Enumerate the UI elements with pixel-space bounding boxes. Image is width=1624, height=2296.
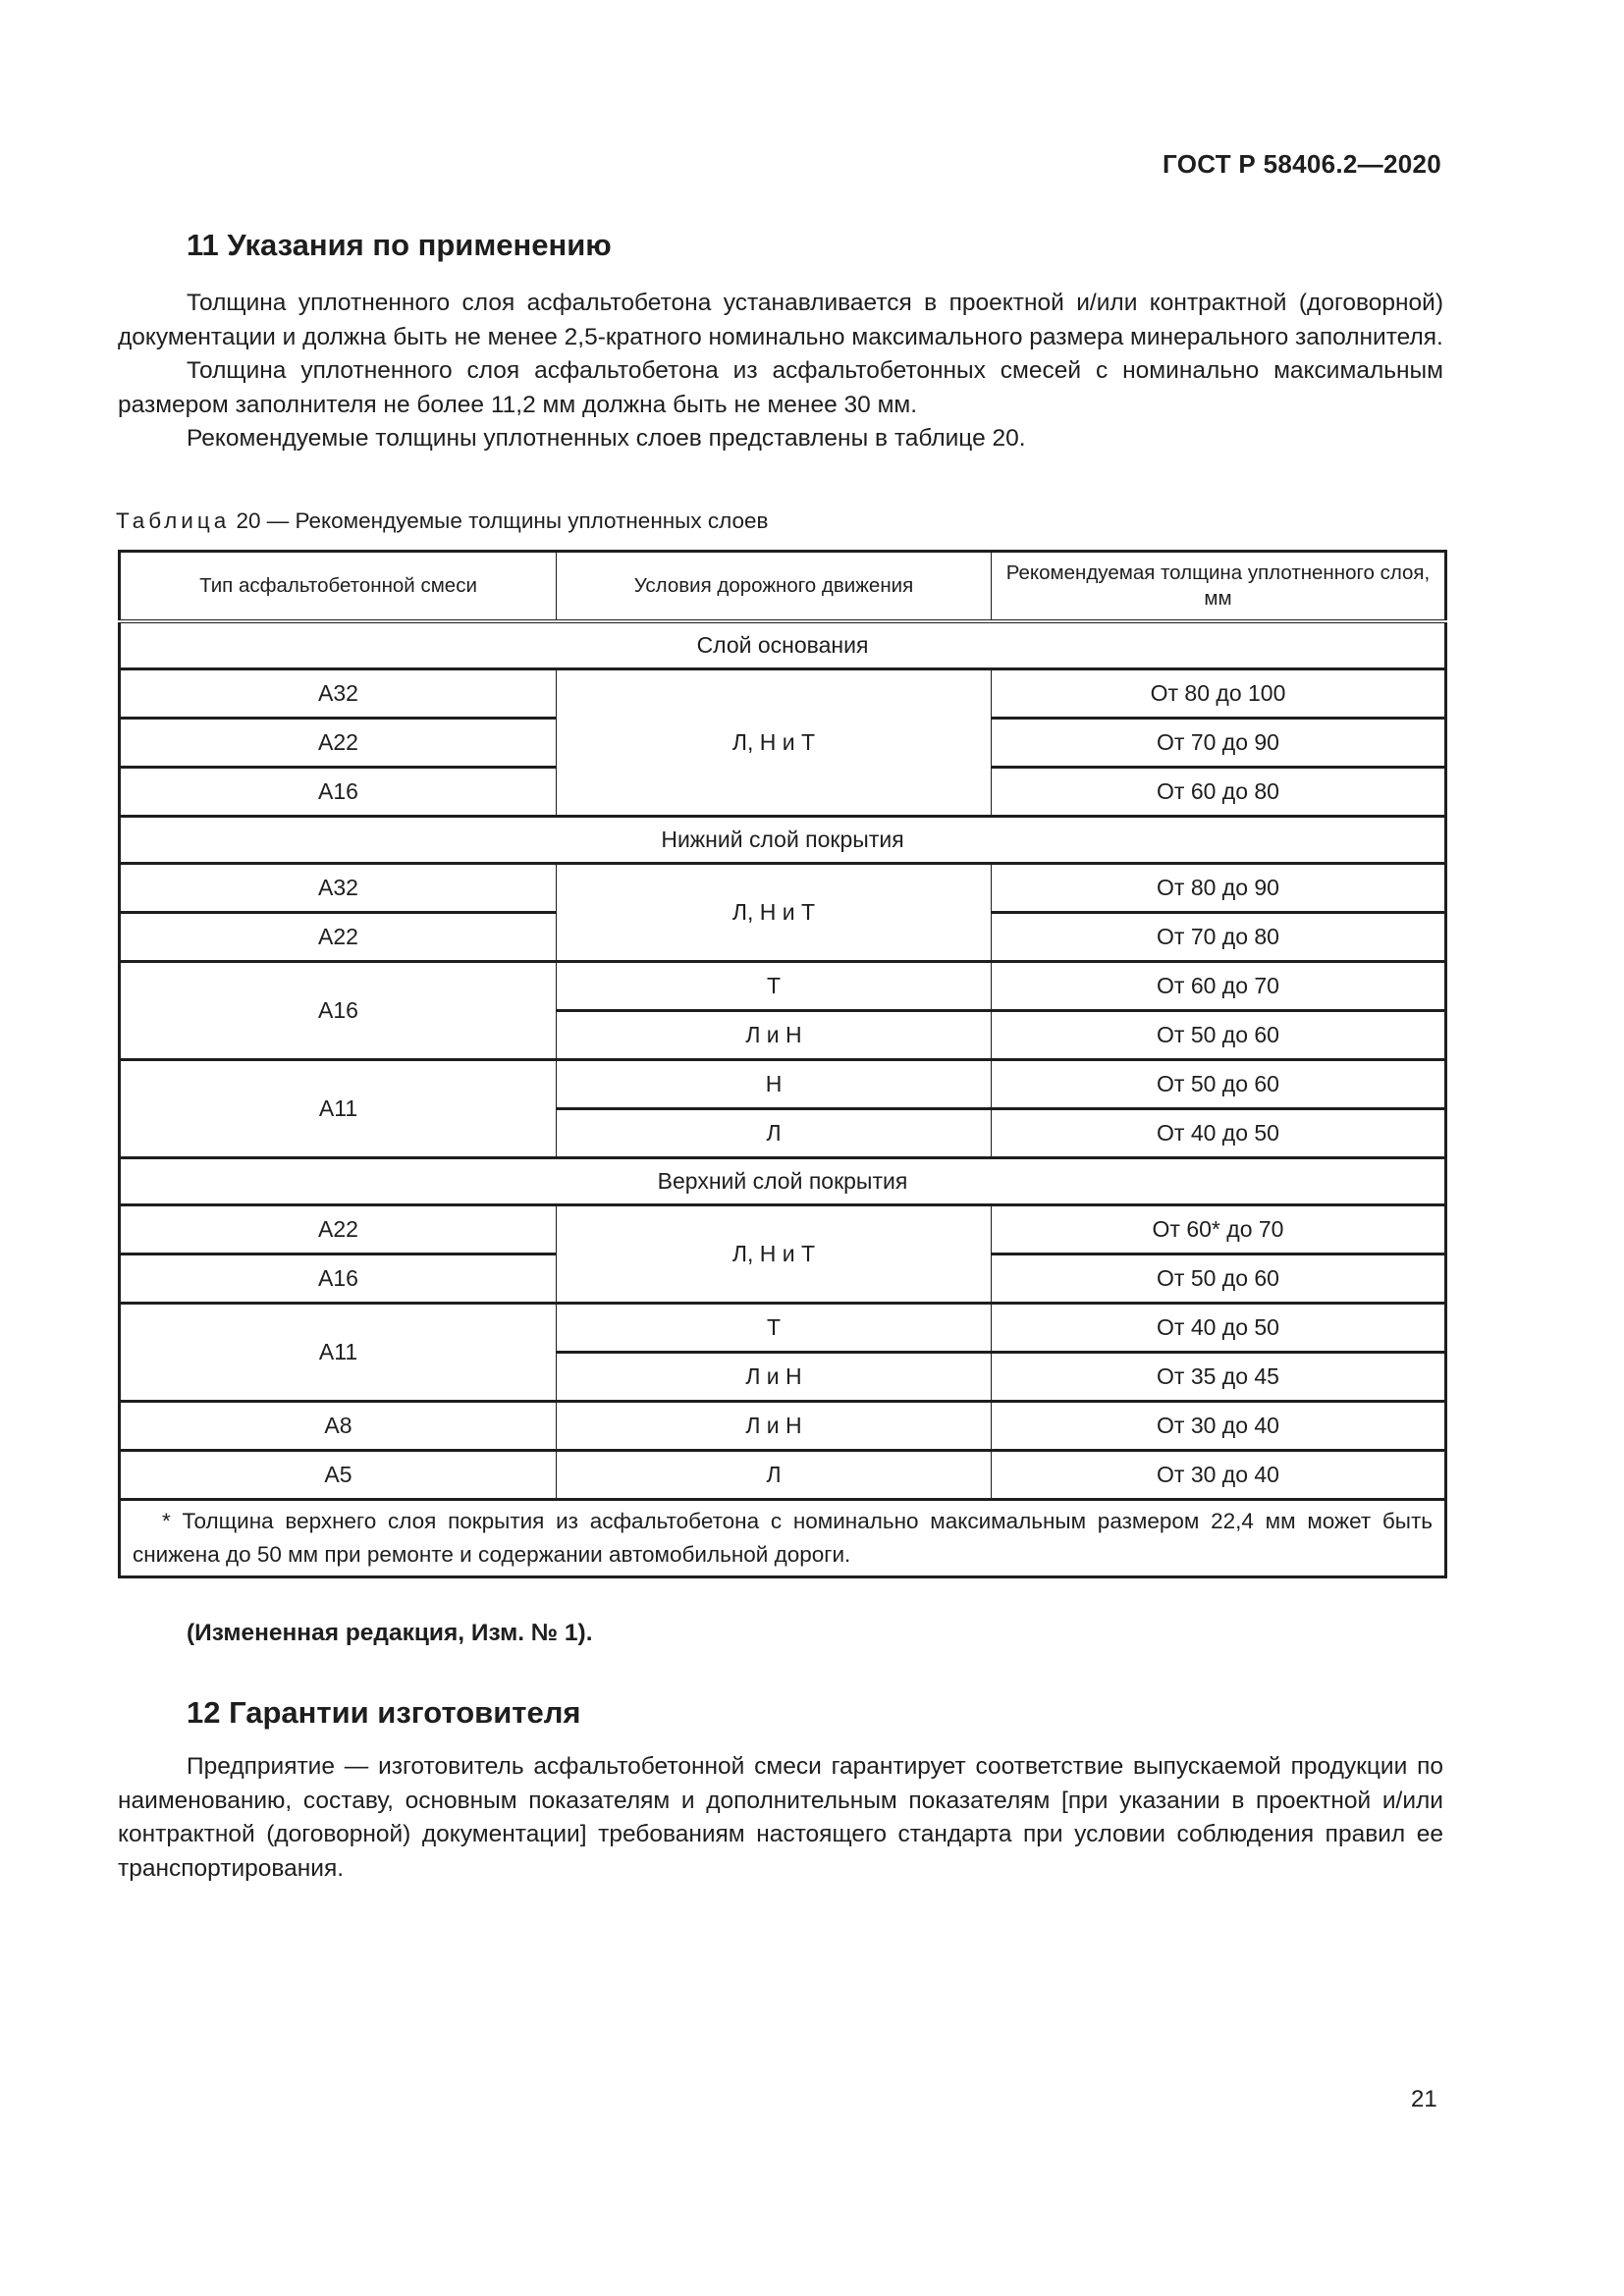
group-row bbox=[120, 1158, 1446, 1205]
table-row bbox=[120, 864, 1446, 913]
mix-type: А16 bbox=[120, 1255, 557, 1304]
thickness: От 70 до 80 bbox=[992, 913, 1446, 962]
thickness: От 50 до 60 bbox=[992, 1011, 1446, 1060]
traffic-conditions: Н bbox=[557, 1060, 992, 1109]
thickness: От 40 до 50 bbox=[992, 1304, 1446, 1353]
section-11-heading: 11 Указания по применению bbox=[187, 228, 612, 262]
amendment-note: (Измененная редакция, Изм. № 1). bbox=[187, 1620, 593, 1646]
footnote-row bbox=[120, 1500, 1446, 1577]
thickness: От 60* до 70 bbox=[992, 1205, 1446, 1255]
mix-type: А16 bbox=[120, 962, 557, 1060]
paragraph: Предприятие — изготовитель асфальтобетонной смеси гарантирует соответствие выпускаемой продукции по наименованию, составу, основным показателям и дополнительным показателям [при указании в проектной и/или контрактной (договорной) документации] требованиям настоящего стандарта при условии соблюдения правил ее транспортирования. bbox=[118, 1753, 1443, 1882]
table-row bbox=[120, 1304, 1446, 1353]
mix-type: А11 bbox=[120, 1060, 557, 1158]
column-header: Условия дорожного движения bbox=[557, 552, 992, 622]
traffic-conditions: Л и Н bbox=[557, 1402, 992, 1451]
mix-type: А32 bbox=[120, 864, 557, 913]
table-row bbox=[120, 962, 1446, 1011]
table-row bbox=[120, 1402, 1446, 1451]
thickness: От 80 до 100 bbox=[992, 669, 1446, 719]
mix-type: А5 bbox=[120, 1451, 557, 1500]
thickness: От 60 до 80 bbox=[992, 768, 1446, 817]
traffic-conditions: Л, Н и Т bbox=[557, 1205, 992, 1304]
mix-type: А22 bbox=[120, 719, 557, 768]
mix-type: А32 bbox=[120, 669, 557, 719]
table-caption-title: 20 — Рекомендуемые толщины уплотненных слоев bbox=[230, 508, 769, 533]
thickness: От 40 до 50 bbox=[992, 1109, 1446, 1158]
column-header: Тип асфальтобетонной смеси bbox=[120, 552, 557, 622]
traffic-conditions: Л bbox=[557, 1451, 992, 1500]
mix-type: А22 bbox=[120, 913, 557, 962]
footnote-text: * Толщина верхнего слоя покрытия из асфальтобетона с номинально максимальным размером 22,4 мм может быть снижена до 50 мм при ремонте и содержании автомобильной дороги. bbox=[133, 1509, 1433, 1567]
group-row bbox=[120, 621, 1446, 669]
mix-type: А16 bbox=[120, 768, 557, 817]
paragraph: Рекомендуемые толщины уплотненных слоев представлены в таблице 20. bbox=[187, 425, 1026, 452]
table-header-row bbox=[120, 552, 1446, 622]
table-row bbox=[120, 1451, 1446, 1500]
mix-type: А22 bbox=[120, 1205, 557, 1255]
thickness: От 30 до 40 bbox=[992, 1451, 1446, 1500]
thickness: От 80 до 90 bbox=[992, 864, 1446, 913]
traffic-conditions: Л bbox=[557, 1109, 992, 1158]
group-title: Нижний слой покрытия bbox=[120, 817, 1446, 864]
thickness: От 50 до 60 bbox=[992, 1255, 1446, 1304]
mix-type: А8 bbox=[120, 1402, 557, 1451]
section-12-heading: 12 Гарантии изготовителя bbox=[187, 1695, 581, 1730]
thickness-table bbox=[118, 550, 1447, 1578]
traffic-conditions: Л и Н bbox=[557, 1353, 992, 1402]
section-11-body bbox=[118, 287, 1443, 456]
thickness: От 70 до 90 bbox=[992, 719, 1446, 768]
table-footnote bbox=[120, 1500, 1446, 1577]
traffic-conditions: Л, Н и Т bbox=[557, 669, 992, 817]
document-code: ГОСТ Р 58406.2—2020 bbox=[1163, 149, 1441, 179]
group-title: Верхний слой покрытия bbox=[120, 1158, 1446, 1205]
traffic-conditions: Л, Н и Т bbox=[557, 864, 992, 962]
traffic-conditions: Т bbox=[557, 1304, 992, 1353]
page-number: 21 bbox=[1411, 2086, 1437, 2112]
table-row bbox=[120, 669, 1446, 719]
table-row bbox=[120, 1205, 1446, 1255]
paragraph: Толщина уплотненного слоя асфальтобетона устанавливается в проектной и/или контрактной (договорной) документации и должна быть не менее 2,5-кратного номинально максимального размера минерального заполнителя. bbox=[118, 290, 1443, 350]
table-caption bbox=[116, 508, 768, 534]
paragraph: Толщина уплотненного слоя асфальтобетона из асфальтобетонных смесей с номинально максимальным размером заполнителя не более 11,2 мм должна быть не менее 30 мм. bbox=[118, 357, 1443, 418]
column-header: Рекомендуемая толщина уплотненного слоя, мм bbox=[992, 552, 1446, 622]
thickness: От 60 до 70 bbox=[992, 962, 1446, 1011]
table-caption-label: Таблица bbox=[116, 508, 231, 533]
group-title: Слой основания bbox=[120, 621, 1446, 669]
section-12-body bbox=[118, 1750, 1443, 1886]
thickness: От 30 до 40 bbox=[992, 1402, 1446, 1451]
thickness: От 35 до 45 bbox=[992, 1353, 1446, 1402]
thickness: От 50 до 60 bbox=[992, 1060, 1446, 1109]
traffic-conditions: Л и Н bbox=[557, 1011, 992, 1060]
mix-type: А11 bbox=[120, 1304, 557, 1402]
traffic-conditions: Т bbox=[557, 962, 992, 1011]
group-row bbox=[120, 817, 1446, 864]
table-row bbox=[120, 1060, 1446, 1109]
